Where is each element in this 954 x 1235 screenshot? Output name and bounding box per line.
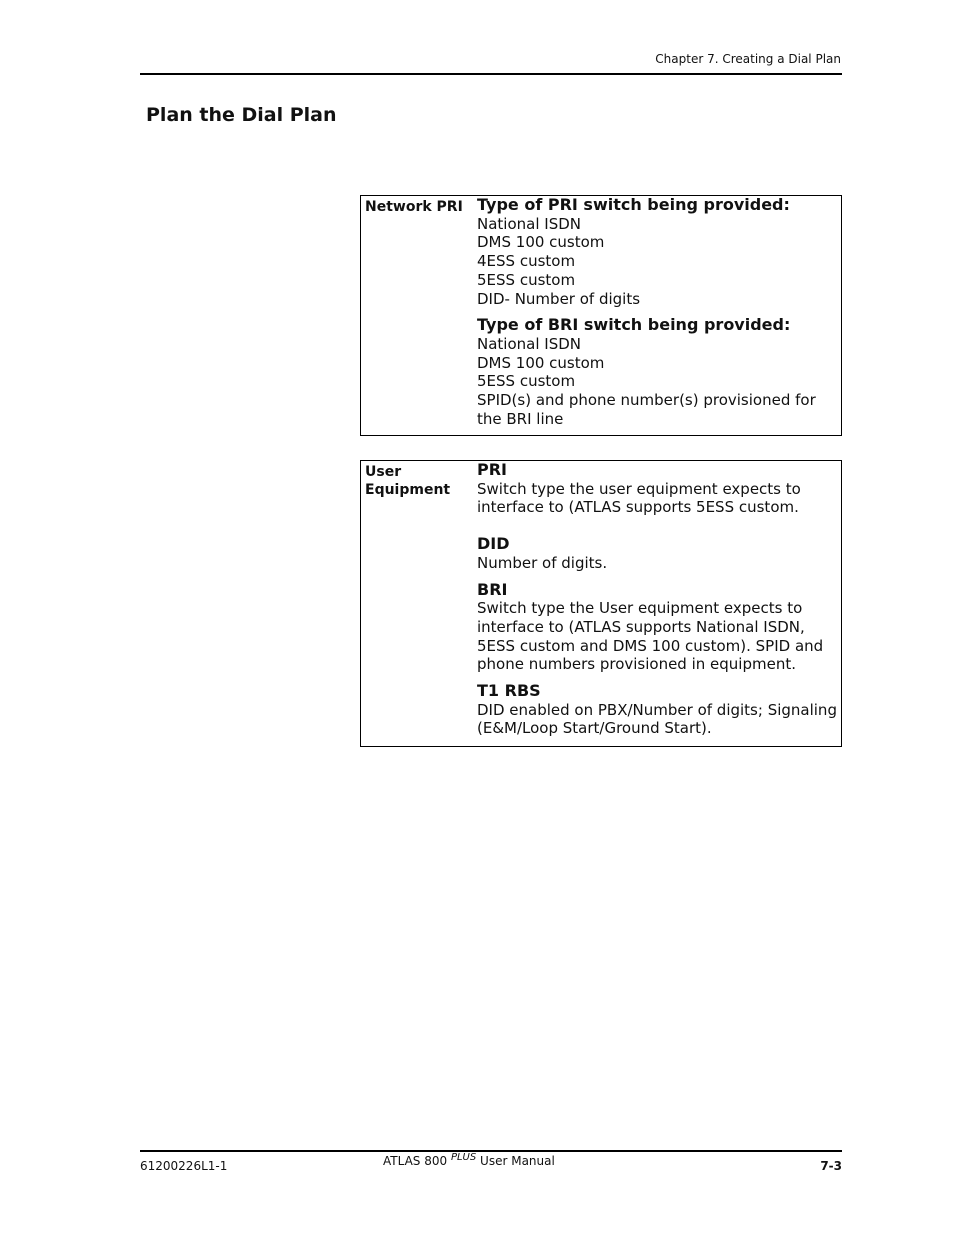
- t1-rbs-text: DID enabled on PBX/Number of digits; Signaling (E&M/Loop Start/Ground Start).: [477, 700, 837, 738]
- pri-switch-heading: Type of PRI switch being provided:: [477, 195, 790, 214]
- list-item: 5ESS custom: [477, 270, 576, 289]
- doc-number: 61200226L1-1: [140, 1159, 228, 1173]
- page-title: Plan the Dial Plan: [146, 104, 337, 126]
- pri-text: Switch type the user equipment expects to interface to (ATLAS supports 5ESS custom.: [477, 479, 801, 517]
- list-item: National ISDN: [477, 214, 581, 233]
- network-pri-label: Network PRI: [365, 199, 463, 215]
- list-item: 4ESS custom: [477, 252, 576, 271]
- list-item: DMS 100 custom: [477, 353, 605, 372]
- user-equipment-label: User Equipment: [365, 464, 451, 498]
- list-item: 5ESS custom: [477, 372, 576, 391]
- bri-heading: BRI: [477, 579, 508, 599]
- manual-title: ATLAS 800 $^{PLUS}$ User Manual: [383, 1152, 555, 1168]
- user-equipment-table: [360, 460, 842, 747]
- network-pri-table: [360, 195, 842, 436]
- list-item: DID- Number of digits: [477, 289, 641, 308]
- list-item: National ISDN: [477, 334, 581, 353]
- list-item: DMS 100 custom: [477, 233, 605, 252]
- did-heading: DID: [477, 534, 510, 554]
- list-item: SPID(s) and phone number(s) provisioned for the BRI line: [477, 391, 816, 428]
- user-equipment-content: [477, 461, 837, 738]
- header-rule: [140, 73, 842, 75]
- bri-text: Switch type the User equipment expects to interface to (ATLAS supports National ISDN, 5ESS custom and DMS 100 custom). SPID and phone numbers provisioned in equipment.: [477, 599, 824, 674]
- pri-heading: PRI: [477, 460, 507, 479]
- page-number: 7-3: [820, 1159, 842, 1173]
- running-header: Chapter 7. Creating a Dial Plan: [655, 52, 841, 66]
- bri-switch-heading: Type of BRI switch being provided:: [477, 315, 791, 335]
- network-pri-content: [477, 196, 837, 428]
- t1-rbs-heading: T1 RBS: [477, 681, 541, 701]
- did-text: Number of digits.: [477, 553, 608, 572]
